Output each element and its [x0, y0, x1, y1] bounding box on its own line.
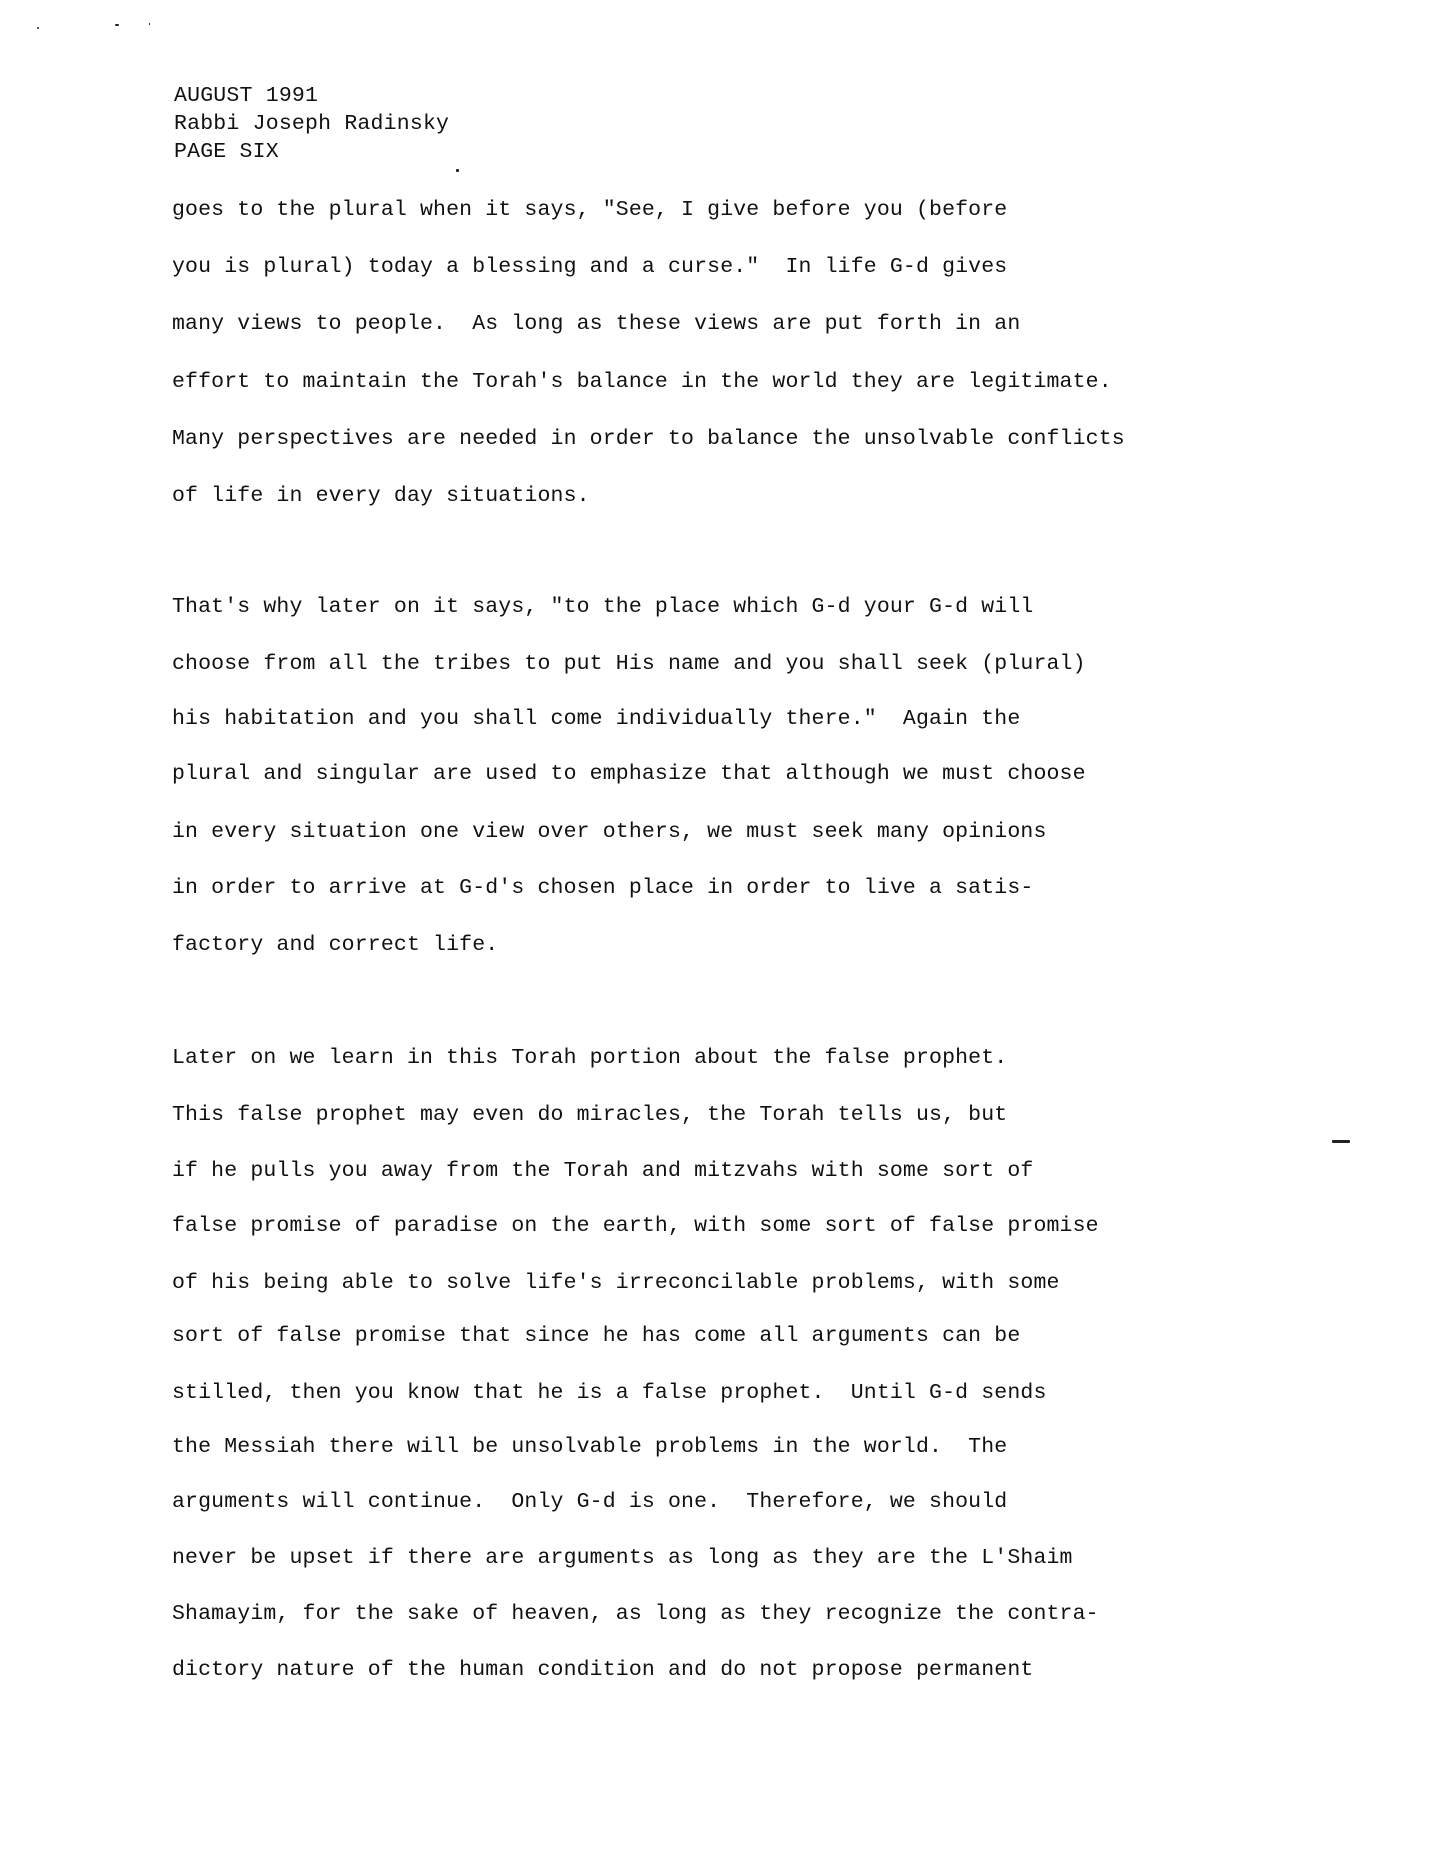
text-line: many views to people. As long as these views are put forth in an: [172, 312, 1021, 336]
text-line: false promise of paradise on the earth, with some sort of false promise: [172, 1214, 1099, 1238]
text-line: Many perspectives are needed in order to balance the unsolvable conflicts: [172, 427, 1125, 451]
text-line: you is plural) today a blessing and a curse." In life G-d gives: [172, 255, 1008, 279]
scan-speck: [149, 23, 150, 25]
text-line: Shamayim, for the sake of heaven, as long as they recognize the contra-: [172, 1602, 1099, 1626]
scan-speck: [456, 169, 459, 172]
text-line: choose from all the tribes to put His name and you shall seek (plural): [172, 652, 1086, 676]
text-line: in every situation one view over others, we must seek many opinions: [172, 820, 1047, 844]
text-line: the Messiah there will be unsolvable problems in the world. The: [172, 1435, 1008, 1459]
text-line: stilled, then you know that he is a false prophet. Until G-d sends: [172, 1381, 1047, 1405]
scan-speck: [115, 24, 119, 26]
text-line: Later on we learn in this Torah portion about the false prophet.: [172, 1046, 1008, 1070]
header-page-number: PAGE SIX: [174, 140, 279, 164]
text-line: of his being able to solve life's irreconcilable problems, with some: [172, 1271, 1060, 1295]
text-line: plural and singular are used to emphasize that although we must choose: [172, 762, 1086, 786]
scan-speck: [1332, 1140, 1350, 1143]
text-line: factory and correct life.: [172, 933, 499, 957]
text-line: dictory nature of the human condition and do not propose permanent: [172, 1658, 1034, 1682]
text-line: effort to maintain the Torah's balance in the world they are legitimate.: [172, 370, 1112, 394]
text-line: This false prophet may even do miracles, the Torah tells us, but: [172, 1103, 1008, 1127]
text-line: of life in every day situations.: [172, 484, 590, 508]
text-line: never be upset if there are arguments as long as they are the L'Shaim: [172, 1546, 1073, 1570]
text-line: arguments will continue. Only G-d is one. Therefore, we should: [172, 1490, 1008, 1514]
text-line: That's why later on it says, "to the place which G-d your G-d will: [172, 595, 1034, 619]
scan-speck: [37, 27, 39, 29]
text-line: if he pulls you away from the Torah and mitzvahs with some sort of: [172, 1159, 1034, 1183]
text-line: in order to arrive at G-d's chosen place in order to live a satis-: [172, 876, 1034, 900]
page-header: [174, 82, 449, 166]
header-author: Rabbi Joseph Radinsky: [174, 112, 450, 136]
text-line: sort of false promise that since he has come all arguments can be: [172, 1324, 1021, 1348]
text-line: his habitation and you shall come individually there." Again the: [172, 707, 1021, 731]
header-date: AUGUST 1991: [174, 84, 319, 108]
text-line: goes to the plural when it says, "See, I give before you (before: [172, 198, 1008, 222]
